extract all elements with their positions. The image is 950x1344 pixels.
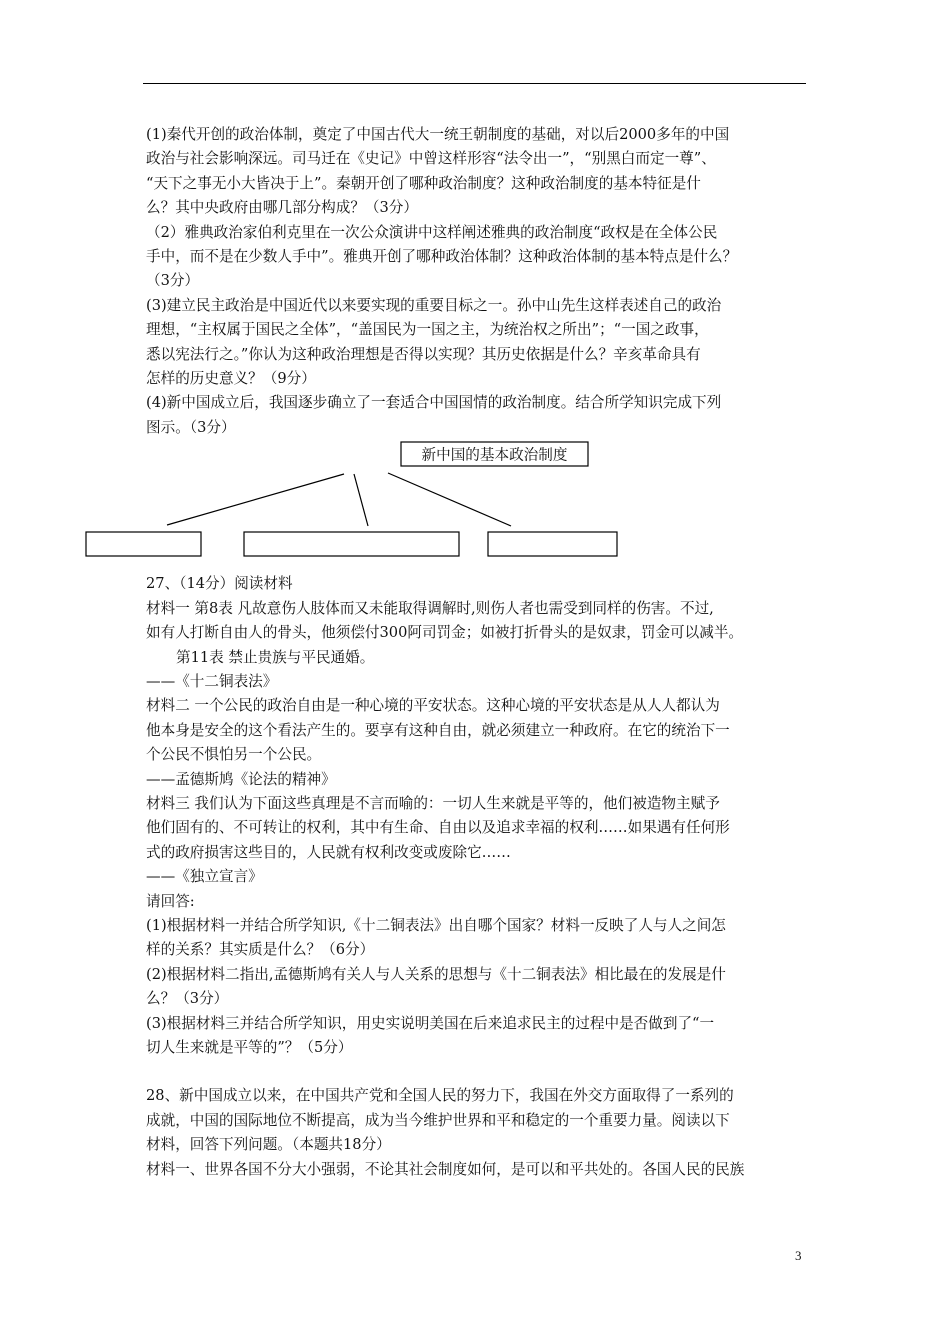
- text-line: 悉以宪法行之。”你认为这种政治理想是否得以实现？其历史依据是什么？辛亥革命具有: [146, 345, 701, 363]
- text-line: 怎样的历史意义？（9分）: [146, 370, 316, 388]
- text-line: 个公民不惧怕另一个公民。: [146, 746, 322, 764]
- text-line: 他们固有的、不可转让的权利，其中有生命、自由以及追求幸福的权利……如果遇有任何形: [146, 819, 730, 837]
- connector-line-middle: [354, 474, 368, 526]
- blank-box-right[interactable]: [488, 532, 617, 556]
- text-line: 材料一、世界各国不分大小强弱，不论其社会制度如何，是可以和平共处的。各国人民的民族: [146, 1160, 745, 1178]
- text-line: (4)新中国成立后，我国逐步确立了一套适合中国国情的政治制度。结合所学知识完成下列: [146, 394, 722, 412]
- question-heading: 27、（14分）阅读材料: [146, 575, 293, 593]
- header-rule: [143, 83, 806, 84]
- text-line: (3)建立民主政治是中国近代以来要实现的重要目标之一。孙中山先生这样表述自己的政治: [146, 296, 722, 314]
- connector-line-right: [388, 473, 511, 526]
- text-line: 他本身是安全的这个看法产生的。要享有这种自由，就必须建立一种政府。在它的统治下一: [146, 721, 730, 739]
- text-line: 材料，回答下列问题。（本题共18分）: [146, 1136, 391, 1154]
- blank-box-left[interactable]: [86, 532, 201, 556]
- source-citation: ——《独立宣言》: [146, 868, 263, 886]
- question-26-part-1: [146, 123, 808, 221]
- text-line: 请回答:: [146, 892, 195, 910]
- text-line: 切人生来就是平等的”？（5分）: [146, 1039, 353, 1056]
- text-line: 理想，“主权属于国民之全体”，“盖国民为一国之主，为统治权之所出”；“一国之政事，: [146, 321, 709, 339]
- blank-box-middle[interactable]: [244, 532, 459, 556]
- text-line: 手中，而不是在少数人手中”。雅典开创了哪种政治体制？这种政治体制的基本特点是什么？: [146, 248, 738, 266]
- text-line: 材料三 我们认为下面这些真理是不言而喻的：一切人生来就是平等的，他们被造物主赋予: [146, 794, 720, 812]
- question-26-part-3: [146, 294, 808, 392]
- source-citation: ——《十二铜表法》: [146, 672, 278, 690]
- text-line: 材料一 第8表 凡故意伤人肢体而又未能取得调解时,则伤人者也需受到同样的伤害。不过,: [146, 599, 714, 617]
- page-number: 3: [795, 1248, 802, 1263]
- text-line: 28、新中国成立以来，在中国共产党和全国人民的努力下，我国在外交方面取得了一系列的: [146, 1087, 734, 1105]
- text-line: （2）雅典政治家伯利克里在一次公众演讲中这样阐述雅典的政治制度“政权是在全体公民: [146, 223, 718, 241]
- text-line: 第11表 禁止贵族与平民通婚。: [176, 648, 375, 666]
- question-27: [146, 572, 808, 1060]
- text-line: 如有人打断自由人的骨头，他须偿付300阿司罚金；如被打折骨头的是奴隶，罚金可以减半。: [146, 624, 744, 642]
- connector-line-left: [167, 474, 344, 525]
- spacer: [146, 1060, 808, 1084]
- text-line: (1)根据材料一并结合所学知识,《十二铜表法》出自哪个国家？材料一反映了人与人之间怎: [146, 916, 726, 934]
- text-line: 么？其中央政府由哪几部分构成？（3分）: [146, 199, 418, 217]
- question-28: [146, 1084, 808, 1182]
- diagram-title: 新中国的基本政治制度: [421, 446, 568, 464]
- text-line: 样的关系？其实质是什么？（6分）: [146, 941, 375, 959]
- diagram-svg: [0, 440, 950, 572]
- question-26-part-4: [146, 391, 808, 440]
- text-line: (3)根据材料三并结合所学知识，用史实说明美国在后来追求民主的过程中是否做到了“一: [146, 1014, 715, 1032]
- text-line: “天下之事无小大皆决于上”。秦朝开创了哪种政治制度？这种政治制度的基本特征是什: [146, 174, 701, 192]
- text-line: (1)秦代开创的政治体制，奠定了中国古代大一统王朝制度的基础，对以后2000多年的中国: [146, 126, 730, 143]
- text-line: 材料二 一个公民的政治自由是一种心境的平安状态。这种心境的平安状态是从人人都认为: [146, 697, 720, 715]
- text-line: 式的政府损害这些目的，人民就有权利改变或废除它……: [146, 843, 511, 861]
- question-26-part-2: [146, 221, 808, 294]
- text-line: 政治与社会影响深远。司马迁在《史记》中曾这样形容“法令出一”，“别黑白而定一尊”、: [146, 150, 716, 168]
- political-system-diagram: [146, 440, 808, 572]
- text-line: 么？（3分）: [146, 990, 229, 1008]
- document-body: [146, 123, 808, 1182]
- text-line: （3分）: [146, 272, 200, 290]
- source-citation: ——孟德斯鸠《论法的精神》: [146, 770, 336, 788]
- text-line: (2)根据材料二指出,孟德斯鸠有关人与人关系的思想与《十二铜表法》相比最在的发展是什: [146, 965, 726, 983]
- text-line: 图示。（3分）: [146, 418, 236, 436]
- text-line: 成就，中国的国际地位不断提高，成为当今维护世界和平和稳定的一个重要力量。阅读以下: [146, 1111, 730, 1129]
